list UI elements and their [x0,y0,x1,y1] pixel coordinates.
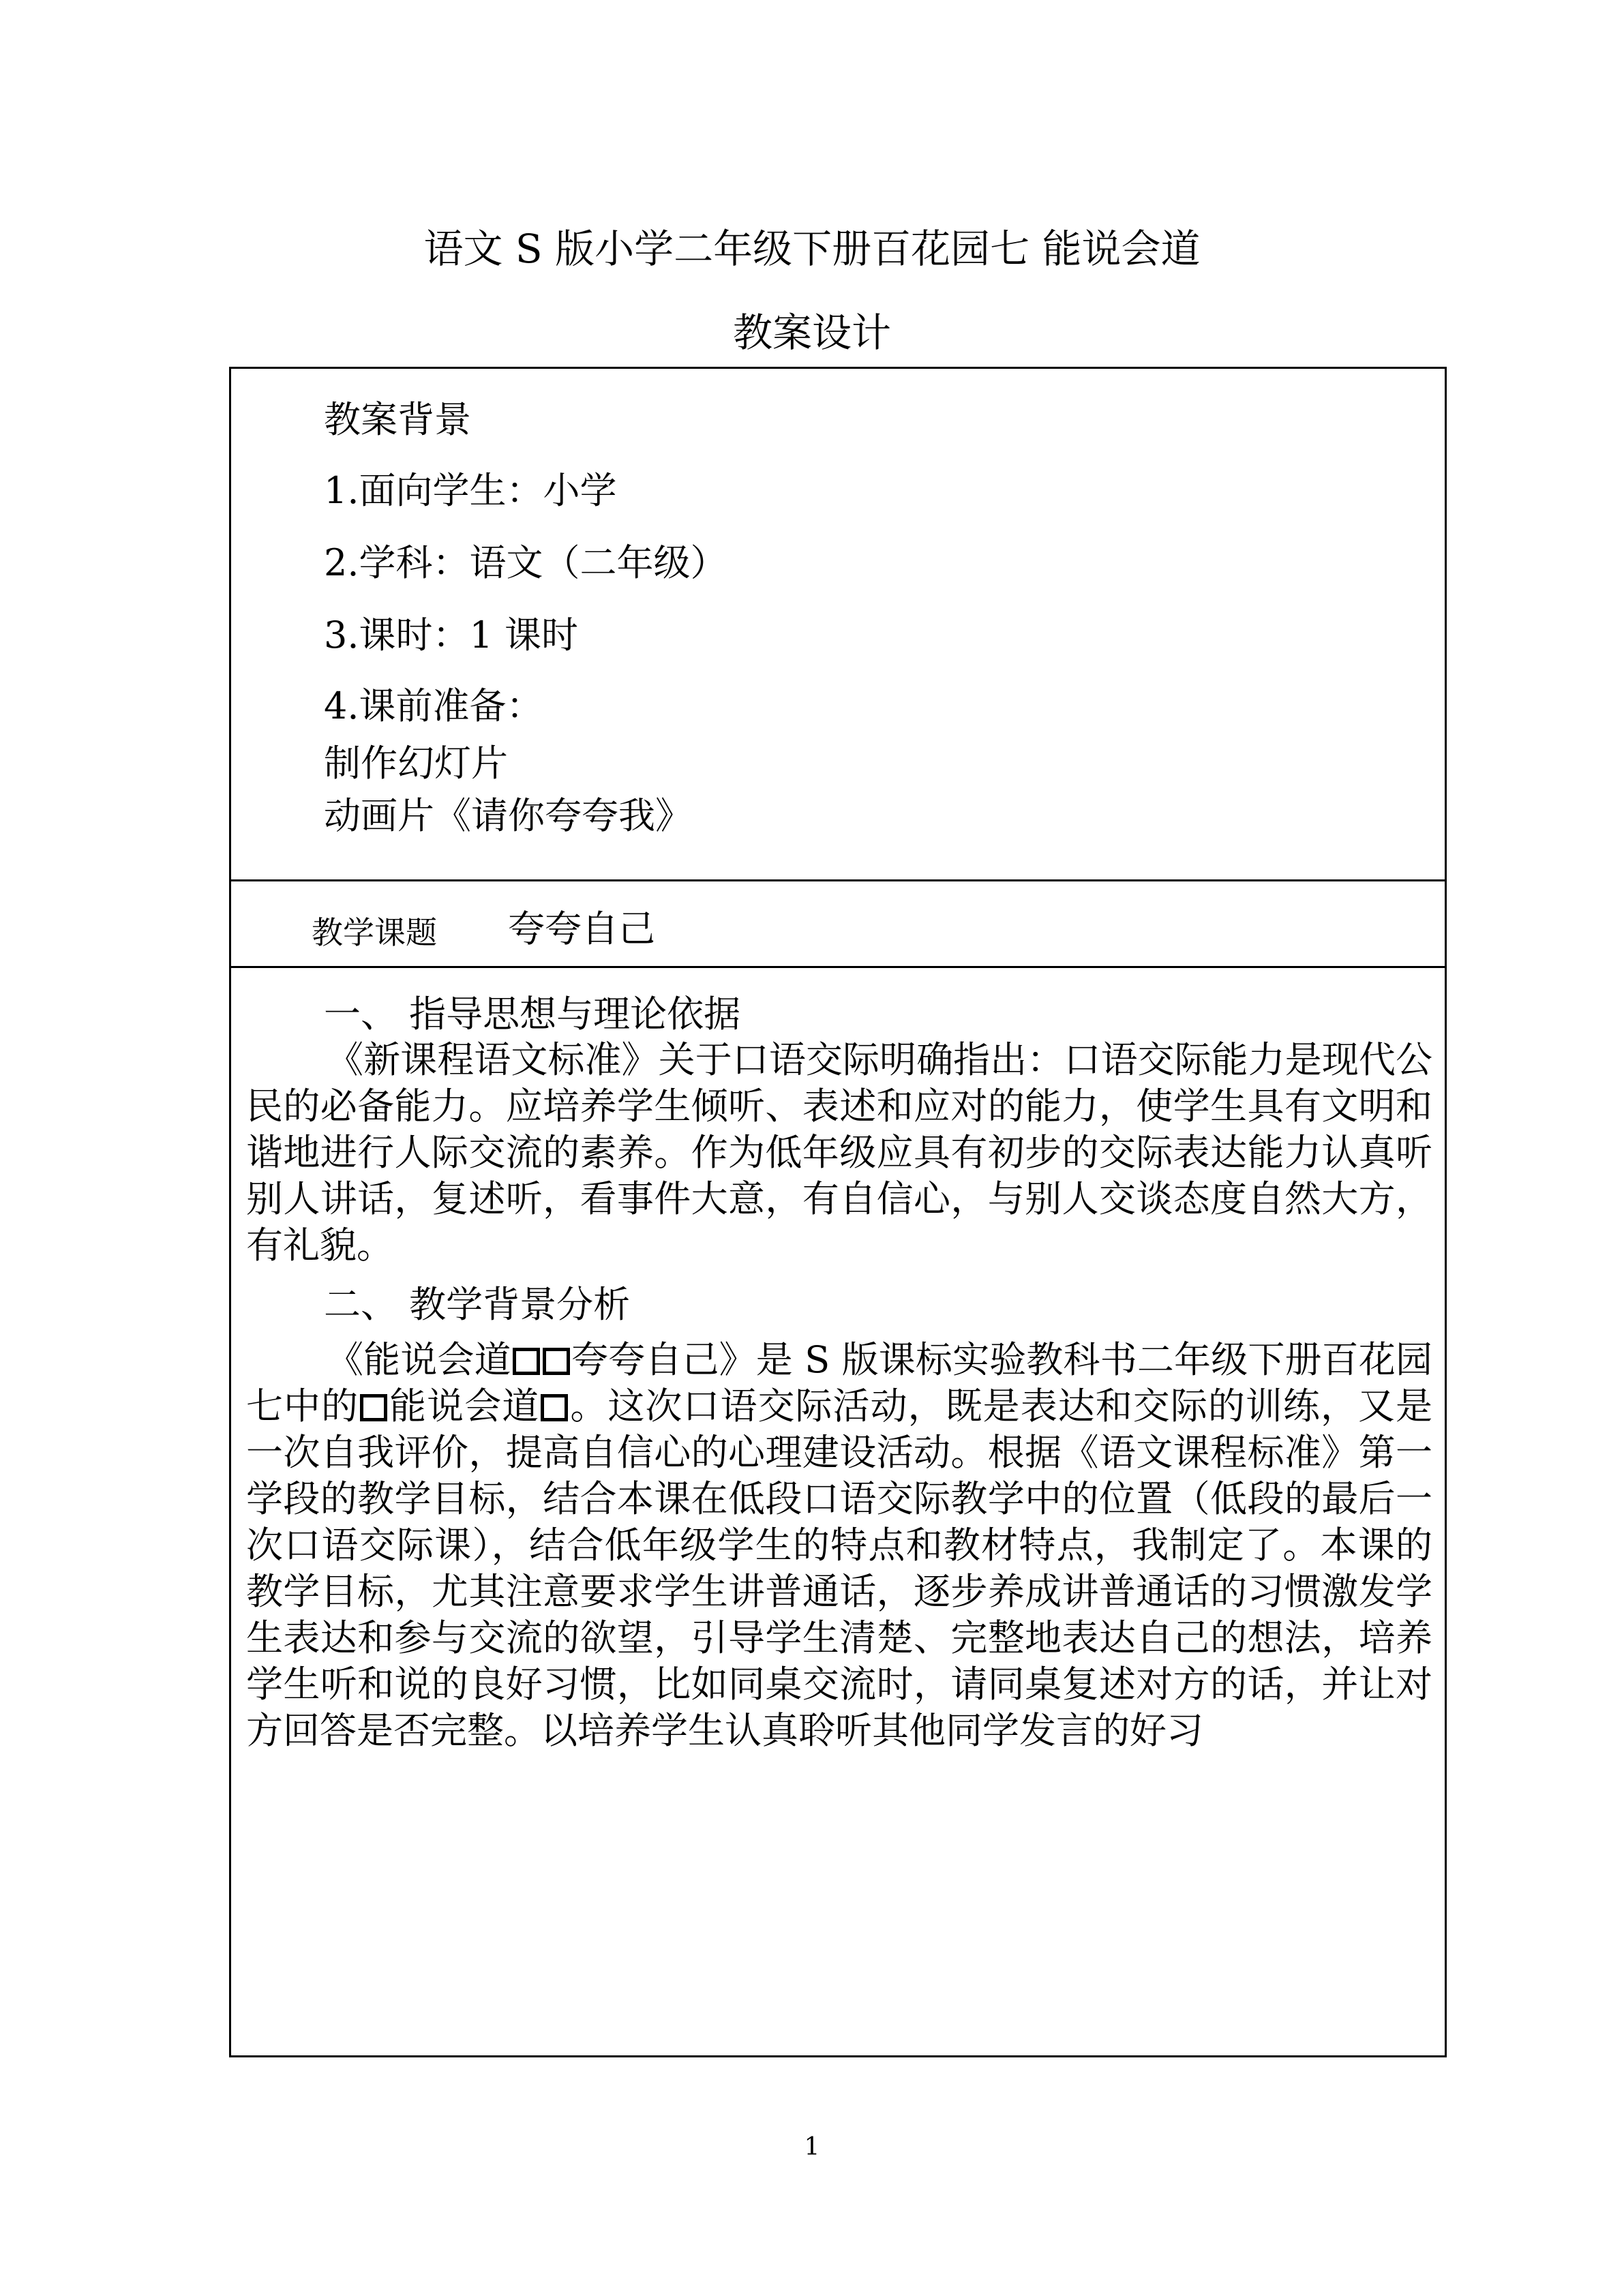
prep-item: 制作幻灯片 [324,742,508,785]
document-title: 语文 S 版小学二年级下册百花园七 能说会道 [423,226,1201,272]
section-paragraph: 《能说会道 夸夸自己》是 S 版课标实验教科书二年级下册百花园七中的 能说会道 。这次口语交际活动，既是表达和交际的训练，又是一次自我评价，提高自信心的心理建设活动。根据《语文课程标准》第一学段的教学目标，结合本课在低段口语交际教学中的位置（低段的最后一次口语交际课），结合低年级学生的特点和教材特点，我制定了。本课的教学目标，尤其注意要求学生讲普通话，逐步养成讲普通话的习惯激发学生表达和参与交流的欲望，引导学生清楚、完整地表达自己的想法，培养学生听和说的良好习惯，比如同桌交流时，请同桌复述对方的话，并让对方回答是否完整。以培养学生认真聆听其他同学发言的好习 [246,1338,1433,1752]
lesson-plan-table [229,367,1447,2057]
topic-label: 教学课题 [312,914,437,951]
section-paragraph: 《新课程语文标准》关于口语交际明确指出：口语交际能力是现代公民的必备能力。应培养学生倾听、表述和应对的能力，使学生具有文明和谐地进行人际交流的素养。作为低年级应具有初步的交际表达能力认真听别人讲话，复述听，看事件大意，有自信心，与别人交谈态度自然大方，有礼貌。 [246,1038,1432,1267]
background-item: 3.课时：1 课时 [324,614,579,656]
unknown-glyph-box [513,1348,540,1375]
unknown-glyph-box [543,1348,570,1375]
section-heading: 二、 教学背景分析 [324,1283,631,1326]
document-subtitle: 教案设计 [732,309,891,356]
page-number: 1 [804,2133,820,2161]
row-divider [231,879,1445,881]
topic-value: 夸夸自己 [508,907,655,950]
background-item: 1.面向学生：小学 [324,469,617,512]
background-item: 4.课前准备： [324,684,543,727]
prep-item: 动画片《请你夸夸我》 [324,794,692,837]
unknown-glyph-box [541,1394,568,1421]
background-item: 2.学科：语文（二年级） [324,541,727,584]
section-heading: 一、 指导思想与理论依据 [324,993,741,1036]
background-heading: 教案背景 [324,398,471,441]
row-divider [231,966,1445,968]
unknown-glyph-box [360,1394,387,1421]
